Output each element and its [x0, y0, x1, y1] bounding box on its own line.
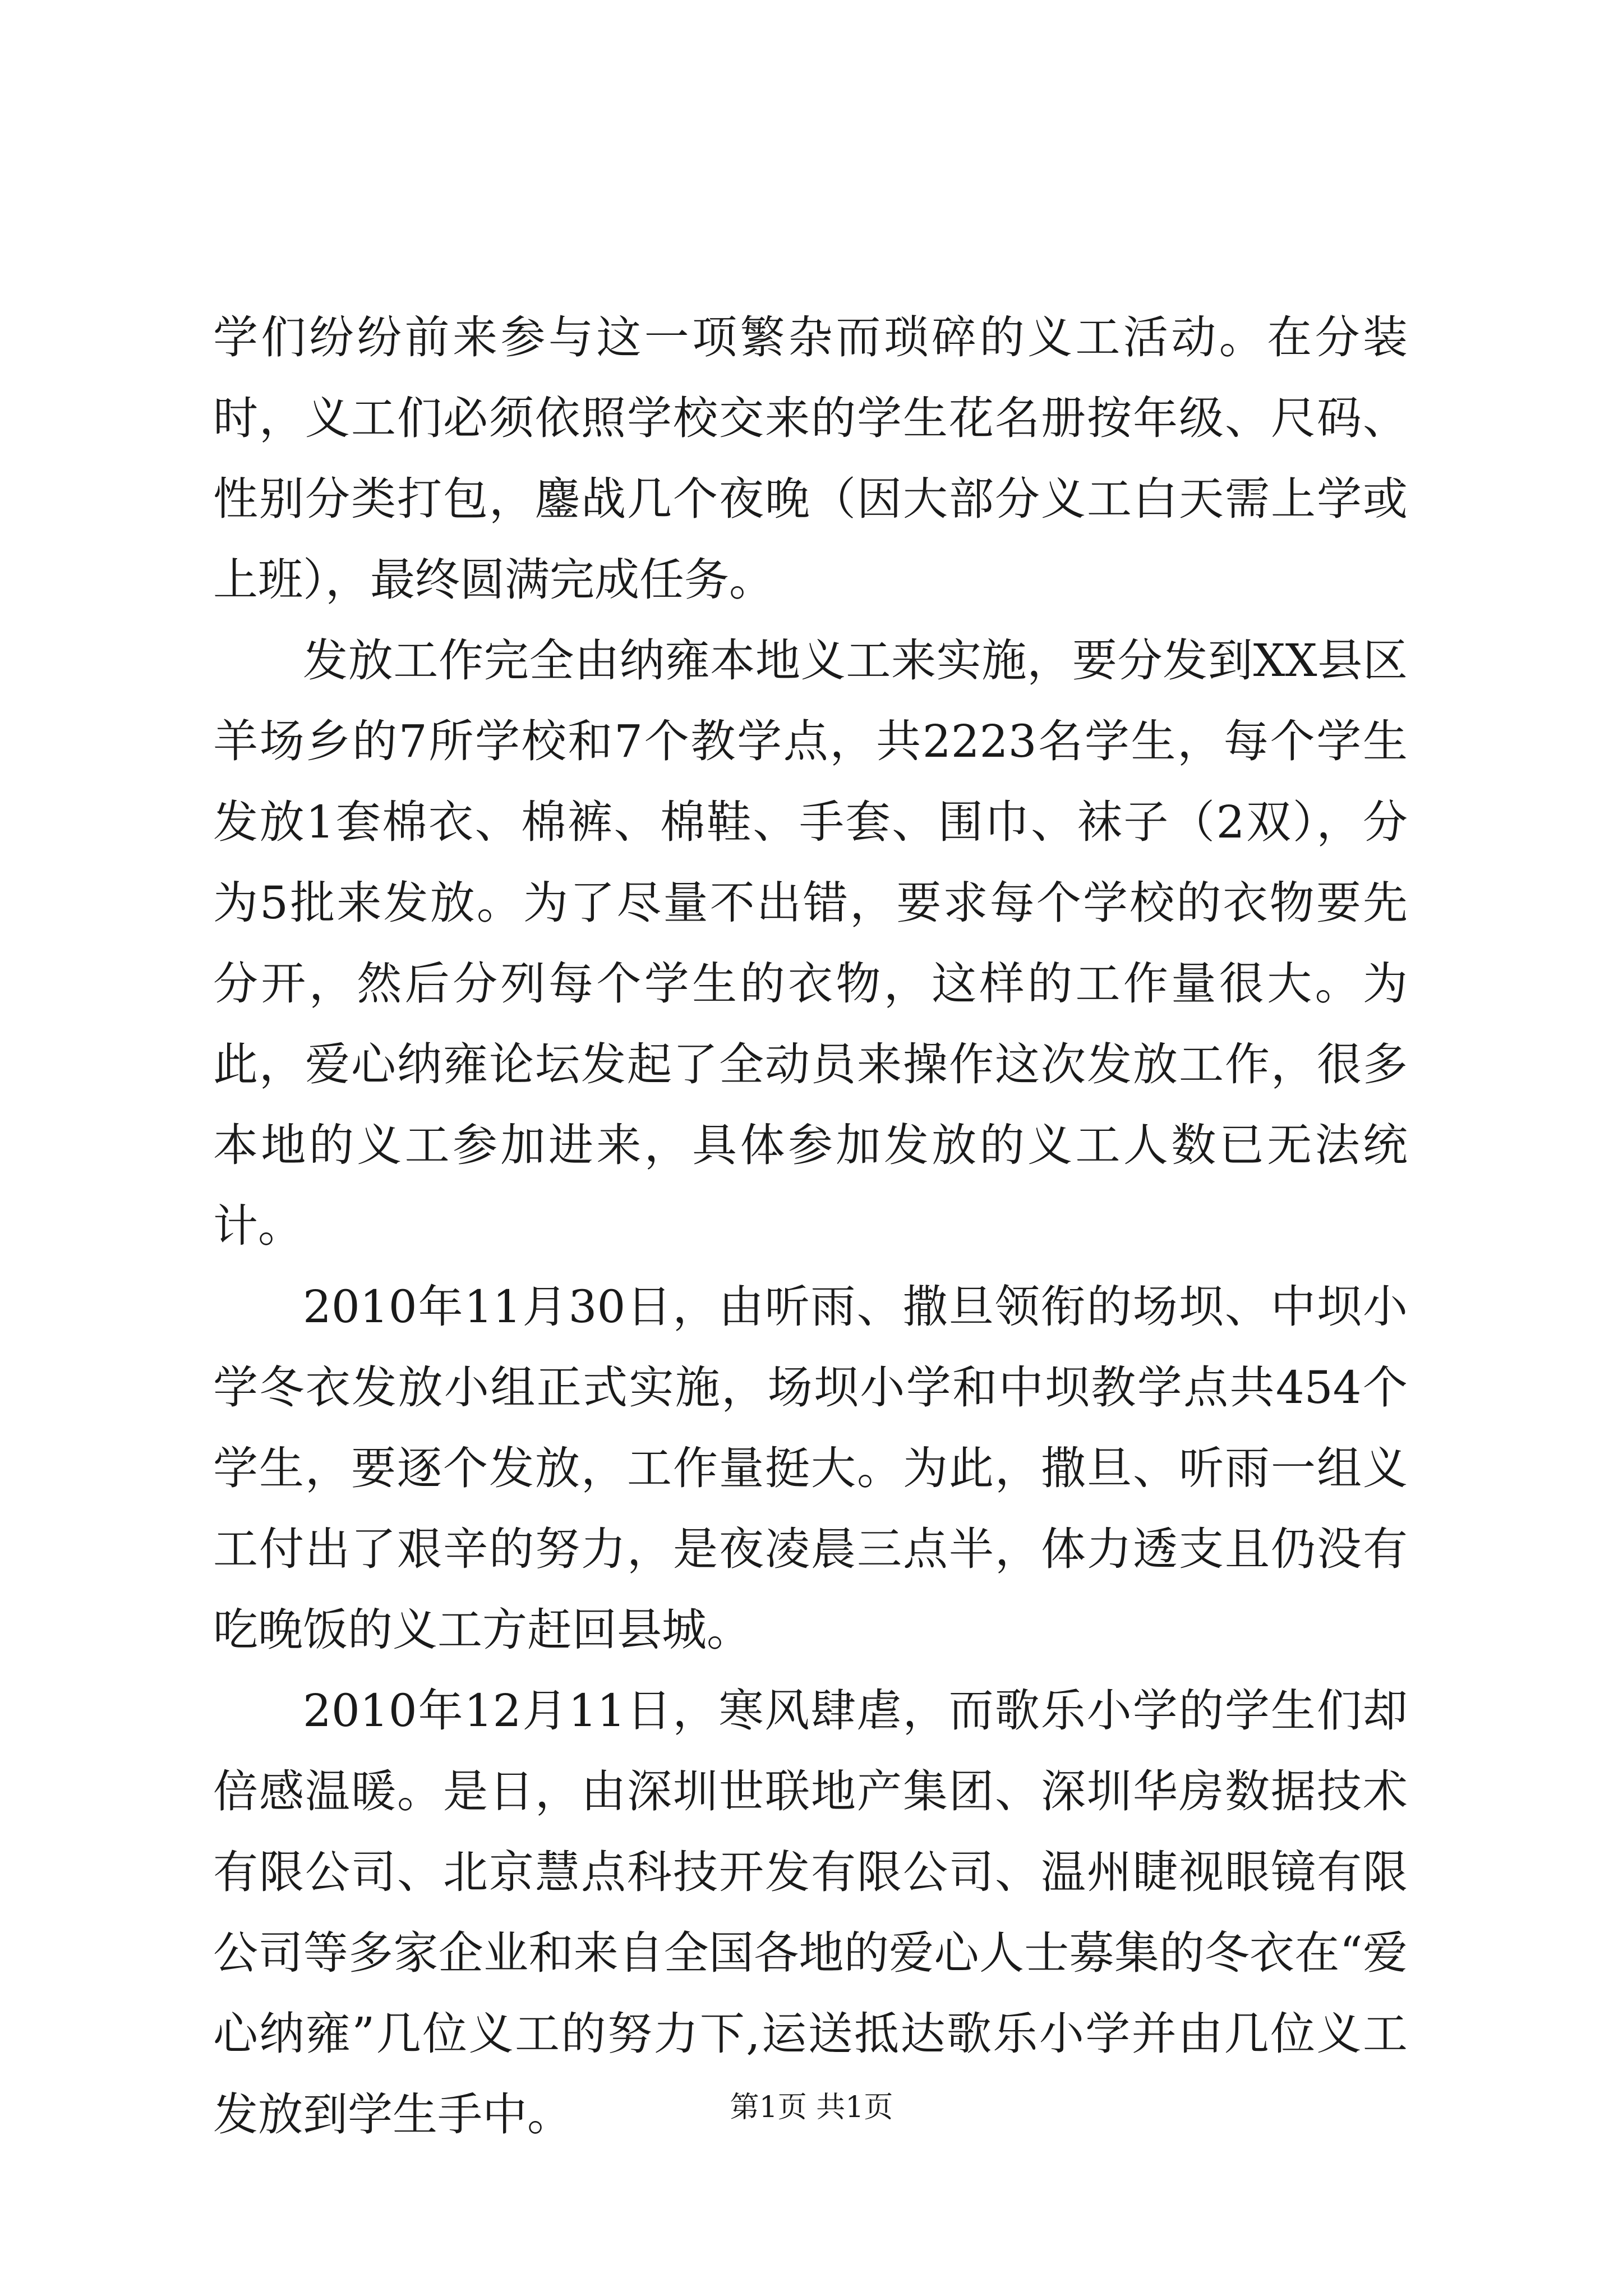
page-footer — [0, 2088, 1623, 2127]
paragraph-2: 发放工作完全由纳雍本地义工来实施，要分发到XX县区羊场乡的7所学校和7个教学点，共2223名学生，每个学生发放1套棉衣、棉裤、棉鞋、手套、围巾、袜子（2双），分为5批来发放。为了尽量不出错，要求每个学校的衣物要先分开，然后分列每个学生的衣物，这样的工作量很大。为此，爱心纳雍论坛发起了全动员来操作这次发放工作，很多本地的义工参加进来，具体参加发放的义工人数已无法统计。 — [213, 634, 1408, 1252]
paragraph-1: 学们纷纷前来参与这一项繁杂而琐碎的义工活动。在分装时，义工们必须依照学校交来的学生花名册按年级、尺码、性别分类打包，鏖战几个夜晚（因大部分义工白天需上学或上班），最终圆满完成任务。 — [213, 311, 1408, 606]
page-number-label: 第1页 共1页 — [730, 2091, 893, 2124]
paragraph-3: 2010年11月30日，由听雨、撒旦领衔的场坝、中坝小学冬衣发放小组正式实施，场坝小学和中坝教学点共454个学生，要逐个发放，工作量挺大。为此，撒旦、听雨一组义工付出了艰辛的努力，是夜凌晨三点半，体力透支且仍没有吃晚饭的义工方赶回县城。 — [213, 1281, 1408, 1656]
paragraph-4: 2010年12月11日，寒风肆虐，而歌乐小学的学生们却倍感温暖。是日，由深圳世联地产集团、深圳华房数据技术有限公司、北京慧点科技开发有限公司、温州睫视眼镜有限公司等多家企业和来自全国各地的爱心人士募集的冬衣在“爱心纳雍”几位义工的努力下,运送抵达歌乐小学并由几位义工发放到学生手中。 — [213, 1685, 1408, 2141]
document-body — [213, 297, 1408, 2155]
